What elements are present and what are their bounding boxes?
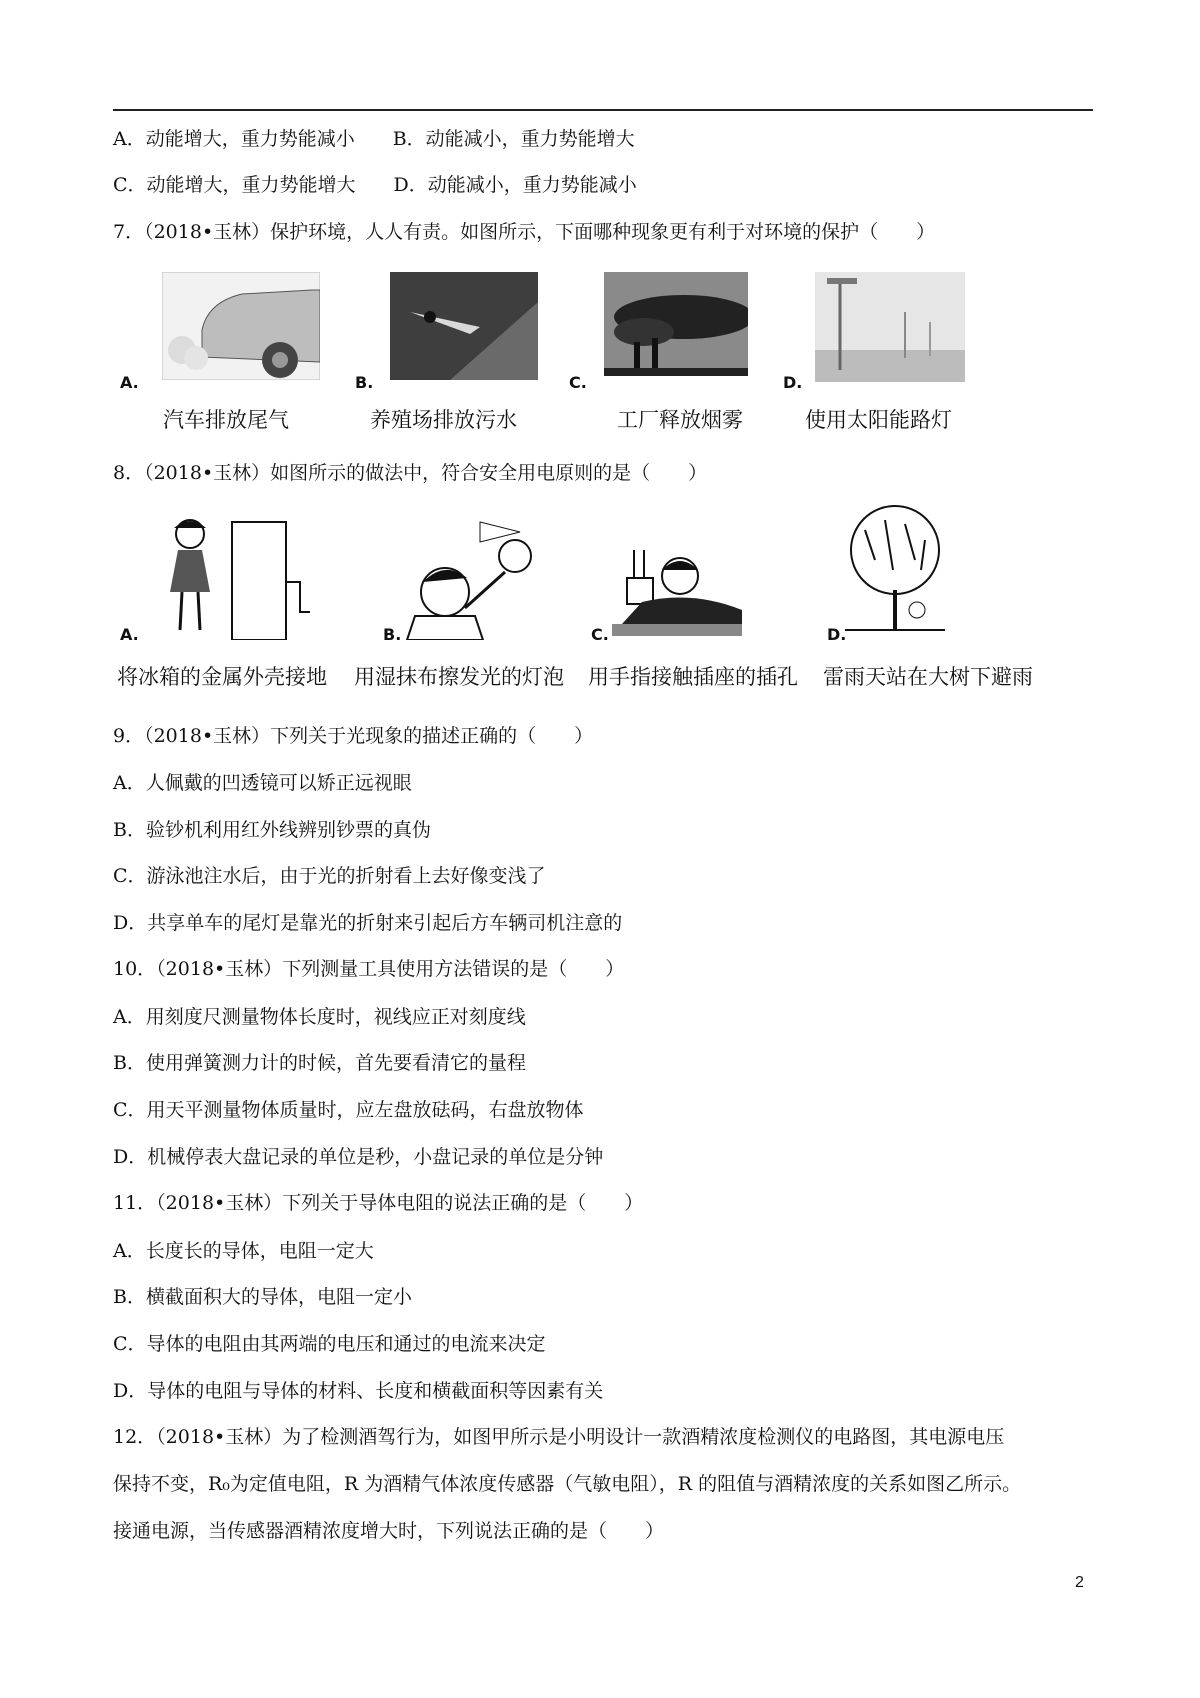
q8-caption-d: 雷雨天站在大树下避雨 [823,665,1033,689]
socket-finger-image [612,540,752,640]
q8-stem: 8．（2018•玉林）如图所示的做法中，符合安全用电原则的是（ ） [113,462,708,484]
q9-option-b: B．验钞机利用红外线辨别钞票的真伪 [113,819,431,841]
factory-smoke-image [604,272,748,376]
car-exhaust-image [162,272,320,380]
q8-caption-a: 将冰箱的金属外壳接地 [117,665,327,689]
q7-label-d: D. [783,373,803,392]
q8-caption-c: 用手指接触插座的插孔 [588,665,798,689]
q8-caption-b: 用湿抹布擦发光的灯泡 [354,665,564,689]
q11-stem: 11．（2018•玉林）下列关于导体电阻的说法正确的是（ ） [113,1192,644,1214]
q9-option-d: D．共享单车的尾灯是靠光的折射来引起后方车辆司机注意的 [113,912,623,934]
q7-caption-d: 使用太阳能路灯 [805,408,952,432]
q7-label-a: A. [120,373,139,392]
wet-cloth-bulb-image [395,512,565,640]
q7-caption-c: 工厂释放烟雾 [617,408,743,432]
q6-options-ab: A．动能增大，重力势能减小 B．动能减小，重力势能增大 [113,128,635,150]
q8-label-a: A. [120,625,139,644]
page-number: 2 [1075,1574,1084,1591]
q6-options-cd: C．动能增大，重力势能增大 D．动能减小，重力势能减小 [113,174,637,196]
q12-stem-line3: 接通电源，当传感器酒精浓度增大时，下列说法正确的是（ ） [113,1520,665,1542]
q11-option-b: B．横截面积大的导体，电阻一定小 [113,1286,412,1308]
q10-option-d: D．机械停表大盘记录的单位是秒，小盘记录的单位是分钟 [113,1146,604,1168]
q8-label-c: C. [591,625,609,644]
q7-label-c: C. [569,373,587,392]
q9-option-c: C．游泳池注水后，由于光的折射看上去好像变浅了 [113,865,546,887]
solar-streetlight-image [815,272,965,382]
q10-option-c: C．用天平测量物体质量时，应左盘放砝码，右盘放物体 [113,1099,584,1121]
q8-label-b: B. [383,625,402,644]
q11-option-a: A．长度长的导体，电阻一定大 [113,1240,374,1262]
q10-option-b: B．使用弹簧测力计的时候，首先要看清它的量程 [113,1052,526,1074]
tree-lightning-image [835,500,955,640]
q9-option-a: A．人佩戴的凹透镜可以矫正远视眼 [113,772,412,794]
refrigerator-grounding-image [160,512,310,640]
q12-stem-line2: 保持不变，R₀为定值电阻，R 为酒精气体浓度传感器（气敏电阻），R 的阻值与酒精浓度的关系如图乙所示。 [113,1473,1022,1495]
q7-caption-b: 养殖场排放污水 [370,408,517,432]
header-rule [113,109,1093,111]
q7-stem: 7．（2018•玉林）保护环境，人人有责。如图所示，下面哪种现象更有利于对环境的保护（ ） [113,221,936,243]
q9-stem: 9．（2018•玉林）下列关于光现象的描述正确的（ ） [113,725,594,747]
wastewater-image [390,272,538,380]
q7-label-b: B. [355,373,374,392]
q11-option-d: D．导体的电阻与导体的材料、长度和横截面积等因素有关 [113,1380,604,1402]
q10-option-a: A．用刻度尺测量物体长度时，视线应正对刻度线 [113,1006,526,1028]
q7-caption-a: 汽车排放尾气 [163,408,289,432]
q8-label-d: D. [827,625,847,644]
q10-stem: 10．（2018•玉林）下列测量工具使用方法错误的是（ ） [113,958,625,980]
q12-stem-line1: 12．（2018•玉林）为了检测酒驾行为，如图甲所示是小明设计一款酒精浓度检测仪的电路图，其电源电压 [113,1426,1005,1448]
q11-option-c: C．导体的电阻由其两端的电压和通过的电流来决定 [113,1333,546,1355]
